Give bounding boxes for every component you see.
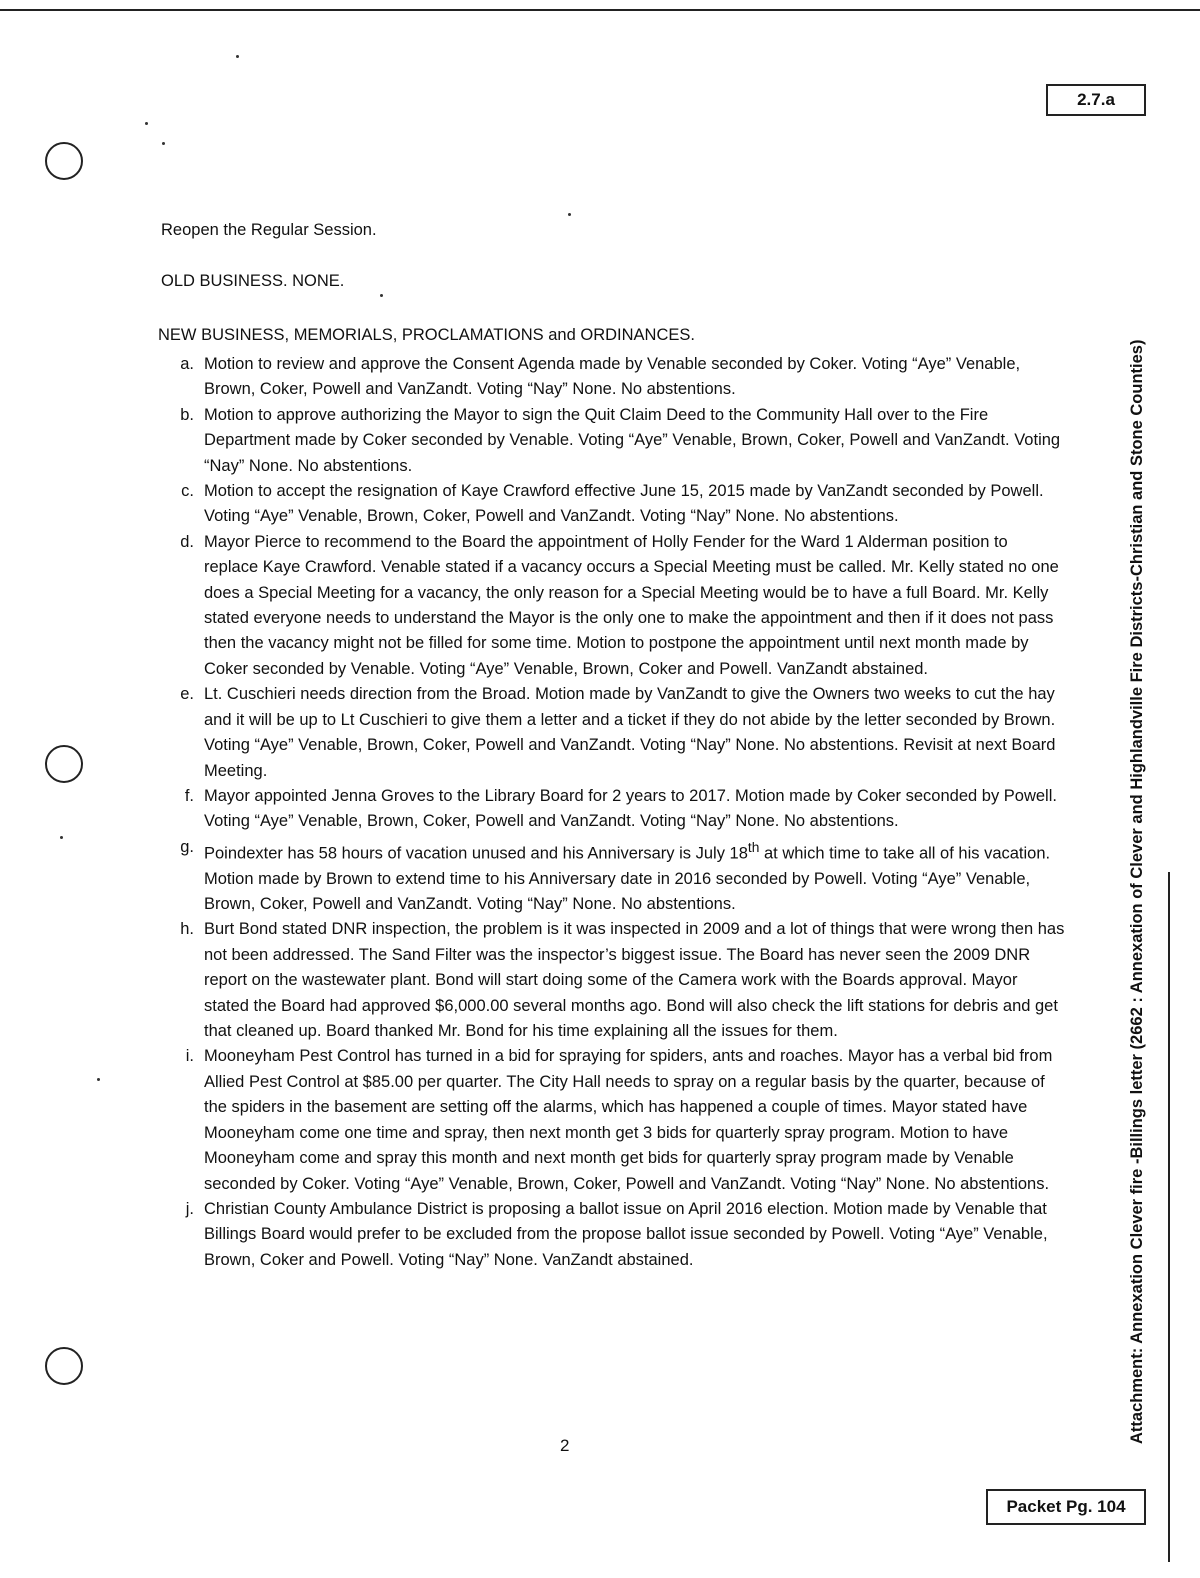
item-text-before: Poindexter has 58 hours of vacation unused and his Anniversary is July 18 (204, 844, 748, 863)
list-item (160, 1197, 1065, 1273)
list-item (160, 352, 1065, 403)
list-item (160, 479, 1065, 530)
agenda-item-badge: 2.7.a (1046, 84, 1146, 116)
list-item (160, 1044, 1065, 1196)
item-text: Burt Bond stated DNR inspection, the problem is it was inspected in 2009 and a lot of things that were wrong then has not been addressed. The Sand Filter was the inspector’s biggest issue. The Board has never seen the 2009 DNR report on the wastewater plant. Bond will start doing some of the Camera work with the Boards approval. Mayor stated the Board had approved $6,000.00 several months ago. Bond will also check the lift stations for debris and get that cleaned up. Board thanked Mr. Bond for his time explaining all the issues for them. (204, 920, 1065, 1041)
list-item (160, 917, 1065, 1044)
item-text: Christian County Ambulance District is proposing a ballot issue on April 2016 election. Motion made by Venable that Billings Board would prefer to be excluded from the propose ballot issue seconded by Powell. Voting “Aye” Venable, Brown, Coker and Powell. Voting “Nay” None. VanZandt abstained. (204, 1199, 1048, 1269)
ordinal-suffix: th (747, 839, 760, 855)
side-rule (1168, 872, 1170, 1562)
item-marker: d. (180, 532, 194, 551)
item-marker: b. (180, 405, 194, 424)
item-marker: j. (185, 1199, 194, 1218)
item-marker: e. (180, 685, 194, 704)
item-text: Motion to accept the resignation of Kaye Crawford effective June 15, 2015 made by VanZandt seconded by Powell. Voting “Aye” Venable, Brown, Coker, Powell and VanZandt. Voting “Nay” None. No abstentions. (204, 482, 1044, 526)
new-business-heading: NEW BUSINESS, MEMORIALS, PROCLAMATIONS and ORDINANCES. (158, 326, 695, 344)
item-text: Lt. Cuschieri needs direction from the Broad. Motion made by VanZandt to give the Owners two weeks to cut the hay and it will be up to Lt Cuschieri to give them a letter and a ticket if they do not abide by the letter seconded by Brown. Voting “Aye” Venable, Brown, Coker, Powell and VanZandt. Voting “Nay” None. No abstentions. Revisit at next Board Meeting. (204, 685, 1056, 780)
item-text (204, 835, 1065, 918)
list-item (160, 784, 1065, 835)
item-marker: f. (184, 786, 194, 805)
scan-speck (162, 142, 165, 145)
item-text: Motion to approve authorizing the Mayor to sign the Quit Claim Deed to the Community Hall over to the Fire Department made by Coker seconded by Venable. Voting “Aye” Venable, Brown, Coker, Powell and VanZandt. Voting “Nay” None. No abstentions. (204, 405, 1061, 475)
scan-speck (97, 1078, 100, 1081)
page-number: 2 (560, 1436, 570, 1455)
packet-page-label: Packet Pg. 104 (986, 1489, 1146, 1525)
item-marker: h. (180, 920, 194, 939)
item-marker: i. (185, 1047, 194, 1066)
item-marker: c. (181, 482, 194, 501)
item-marker: a. (180, 355, 194, 373)
item-text: Mayor Pierce to recommend to the Board the appointment of Holly Fender for the Ward 1 Alderman position to replace Kaye Crawford. Venable stated if a vacancy occurs a Special Meeting must be called. Mr. Kelly stated no one does a Special Meeting for a vacancy, the only reason for a Special Meeting would be to have a full Board. Mr. Kelly stated everyone needs to understand the Mayor is the only one to make the appointment and then if it does not pass then the vacancy might not be filled for some time. Motion to postpone the appointment until next month made by Coker seconded by Venable. Voting “Aye” Venable, Brown, Coker and Powell. VanZandt abstained. (204, 532, 1059, 678)
scan-speck (568, 213, 571, 216)
list-item (160, 403, 1065, 479)
new-business-list (160, 352, 1065, 1273)
punch-hole-bottom (45, 1347, 83, 1385)
scan-speck (236, 55, 239, 58)
scan-speck (60, 836, 63, 839)
item-marker: g. (180, 837, 194, 856)
scan-speck (145, 122, 148, 125)
punch-hole-middle (45, 745, 83, 783)
item-text-after: at which time to take all of his vacation. Motion made by Brown to extend time to his Anniversary date in 2016 seconded by Powell. Voting “Aye” Venable, Brown, Coker, Powell and VanZandt. Voting “Nay” None. No abstentions. (204, 844, 1051, 914)
item-text: Mooneyham Pest Control has turned in a bid for spraying for spiders, ants and roaches. Mayor has a verbal bid from Allied Pest Control at $85.00 per quarter. The City Hall needs to spray on a regular basis by the quarter, because of the spiders in the basement are setting off the alarms, which has happened a couple of times. Mayor stated have Mooneyham come one time and spray, then next month get 3 bids for quarterly spray program. Motion to have Mooneyham come and spray this month and next month get bids for quarterly spray program made by Venable seconded by Coker. Voting “Aye” Venable, Brown, Coker, Powell and VanZandt. Voting “Nay” None. No abstentions. (204, 1047, 1053, 1193)
list-item (160, 835, 1065, 918)
top-rule (0, 9, 1200, 11)
item-text: Mayor appointed Jenna Groves to the Library Board for 2 years to 2017. Motion made by Coker seconded by Powell. Voting “Aye” Venable, Brown, Coker, Powell and VanZandt. Voting “Nay” None. No abstentions. (204, 786, 1057, 831)
scan-speck (380, 294, 383, 297)
old-business-text: OLD BUSINESS. NONE. (161, 272, 345, 290)
punch-hole-top (45, 142, 83, 180)
attachment-side-label: Attachment: Annexation Clever fire -Billings letter (2662 : Annexation of Clever and Highlandville Fire Districts-Christian and Stone Counties) (1128, 339, 1146, 1444)
list-item (160, 682, 1065, 784)
reopen-session-text: Reopen the Regular Session. (161, 221, 377, 239)
item-text: Motion to review and approve the Consent Agenda made by Venable seconded by Coker. Voting “Aye” Venable, Brown, Coker, Powell and VanZandt. Voting “Nay” None. No abstentions. (204, 355, 1021, 399)
list-item (160, 530, 1065, 682)
